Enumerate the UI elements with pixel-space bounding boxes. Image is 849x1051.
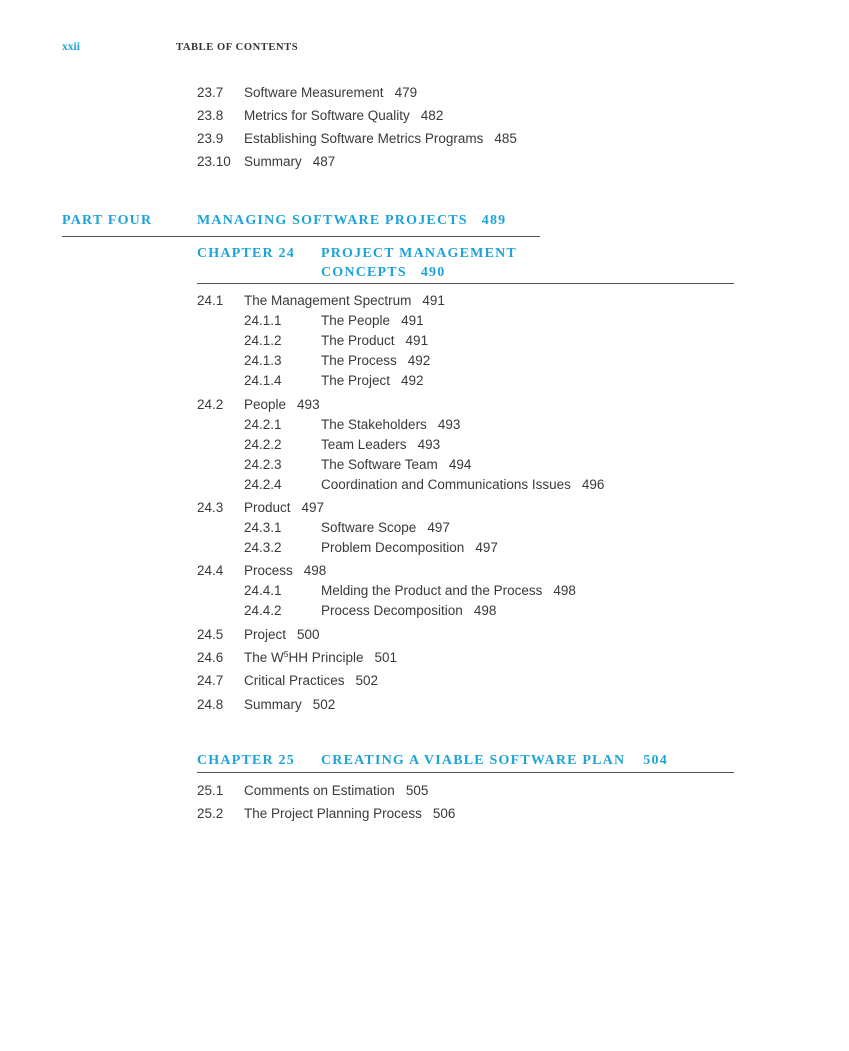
toc-entry: 24.4 Process 498 [197, 563, 327, 578]
toc-subentry: 24.2.2 Team Leaders 493 [244, 437, 441, 452]
part-label: PART FOUR [62, 213, 153, 228]
chapter-rule [197, 283, 734, 284]
toc-entry: 25.1 Comments on Estimation 505 [197, 783, 429, 798]
toc-entry: 24.1 The Management Spectrum 491 [197, 293, 445, 308]
toc-subentry: 24.1.3 The Process 492 [244, 353, 431, 368]
toc-entry: 24.2 People 493 [197, 397, 320, 412]
toc-subentry: 24.3.1 Software Scope 497 [244, 520, 450, 535]
toc-subentry: 24.4.2 Process Decomposition 498 [244, 603, 497, 618]
toc-subentry: 24.1.2 The Product 491 [244, 333, 429, 348]
toc-subentry: 24.1.1 The People 491 [244, 313, 424, 328]
toc-subentry: 24.2.4 Coordination and Communications Issues 496 [244, 477, 605, 492]
running-head: TABLE OF CONTENTS [176, 42, 299, 53]
toc-subentry: 24.3.2 Problem Decomposition 497 [244, 540, 498, 555]
toc-subentry: 24.2.3 The Software Team 494 [244, 457, 472, 472]
toc-entry: 24.5 Project 500 [197, 627, 320, 642]
toc-entry: 25.2 The Project Planning Process 506 [197, 806, 456, 821]
toc-entry: 24.6 The $W^5HH$ Principle 501 [197, 649, 398, 665]
toc-entry: 24.7 Critical Practices 502 [197, 673, 379, 688]
toc-subentry: 24.2.1 The Stakeholders 493 [244, 417, 461, 432]
part-rule [62, 236, 540, 237]
toc-entry: 24.8 Summary 502 [197, 697, 336, 712]
toc-entry: 24.3 Product 497 [197, 500, 325, 515]
part-title: MANAGING SOFTWARE PROJECTS 489 [197, 213, 507, 228]
chapter-25-heading: CHAPTER 25 CREATING A VIABLE SOFTWARE PLAN 504 [197, 753, 668, 768]
toc-entry: 23.10 Summary 487 [197, 154, 336, 169]
toc-subentry: 24.1.4 The Project 492 [244, 373, 424, 388]
page-number: xxii [62, 41, 80, 53]
chapter-rule [197, 772, 734, 773]
toc-entry: 23.7 Software Measurement 479 [197, 85, 418, 100]
chapter-24-heading: CHAPTER 24 PROJECT MANAGEMENT CONCEPTS 490 [197, 246, 517, 280]
toc-entry: 23.9 Establishing Software Metrics Programs 485 [197, 131, 517, 146]
toc-subentry: 24.4.1 Melding the Product and the Process 498 [244, 583, 576, 598]
toc-entry: 23.8 Metrics for Software Quality 482 [197, 108, 444, 123]
